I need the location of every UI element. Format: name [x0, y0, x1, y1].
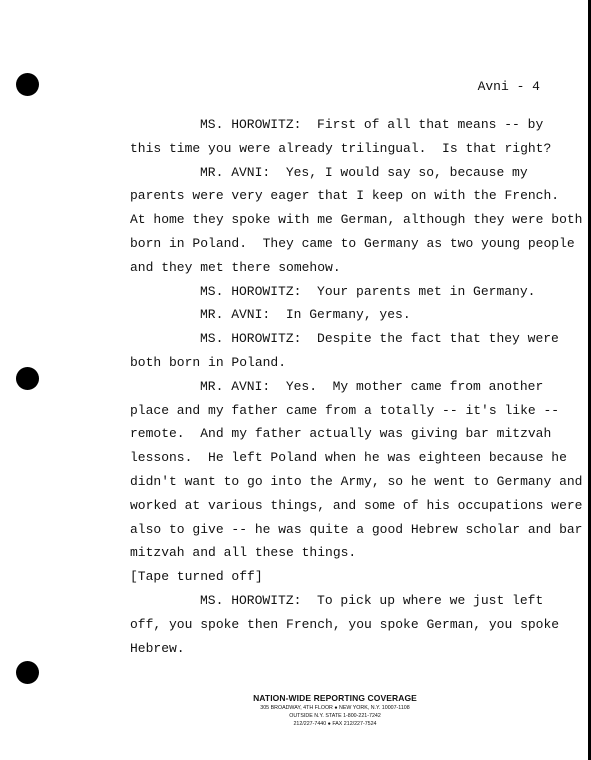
- transcript-line: remote. And my father actually was giving bar mitzvah: [130, 426, 552, 442]
- transcript-line: born in Poland. They came to Germany as two young people: [130, 235, 575, 251]
- transcript-line: both born in Poland.: [130, 354, 287, 370]
- transcript-line: off, you spoke then French, you spoke German, you spoke: [130, 616, 560, 632]
- footer-phone-fax: 212/227-7440 ● FAX 212/227-7524: [293, 721, 377, 727]
- transcript-line: MS. HOROWITZ: Despite the fact that they were: [200, 331, 559, 347]
- footer-company-name: NATION-WIDE REPORTING COVERAGE: [253, 693, 417, 703]
- footer-address: 305 BROADWAY, 4TH FLOOR ● NEW YORK, N.Y. 10007-1108: [260, 705, 410, 711]
- transcript-body: [130, 113, 583, 660]
- transcript-line: MR. AVNI: Yes, I would say so, because my: [200, 164, 528, 180]
- punch-hole-middle: [16, 367, 39, 390]
- transcript-line: also to give -- he was quite a good Hebrew scholar and bar: [130, 521, 583, 537]
- transcript-line: worked at various things, and some of his occupations were: [130, 497, 583, 513]
- transcript-line: place and my father came from a totally -- it's like --: [130, 402, 560, 418]
- transcript-line: MS. HOROWITZ: Your parents met in Germany.: [200, 283, 536, 299]
- transcript-line: MS. HOROWITZ: First of all that means -- by: [200, 117, 544, 132]
- punch-hole-top: [16, 73, 39, 96]
- transcript-line: mitzvah and all these things.: [130, 545, 357, 561]
- reporting-footer: [200, 693, 470, 728]
- punch-hole-bottom: [16, 661, 39, 684]
- transcript-line: Hebrew.: [130, 640, 185, 656]
- transcript-line: MR. AVNI: In Germany, yes.: [200, 307, 411, 323]
- transcript-line: MR. AVNI: Yes. My mother came from another: [200, 378, 544, 394]
- page-number: Avni - 4: [477, 79, 540, 94]
- transcript-line: didn't want to go into the Army, so he went to Germany and: [130, 473, 583, 489]
- transcript-line: lessons. He left Poland when he was eighteen because he: [130, 450, 567, 466]
- transcript-line: this time you were already trilingual. Is that right?: [130, 140, 552, 156]
- transcript-line: At home they spoke with me German, although they were both: [130, 212, 583, 228]
- transcript-line: parents were very eager that I keep on with the French.: [130, 188, 560, 204]
- footer-outside-phone: OUTSIDE N.Y. STATE 1-800-221-7242: [289, 713, 381, 719]
- transcript-line: and they met there somehow.: [130, 259, 341, 275]
- transcript-line: [Tape turned off]: [130, 569, 263, 585]
- transcript-line: MS. HOROWITZ: To pick up where we just left: [200, 592, 544, 608]
